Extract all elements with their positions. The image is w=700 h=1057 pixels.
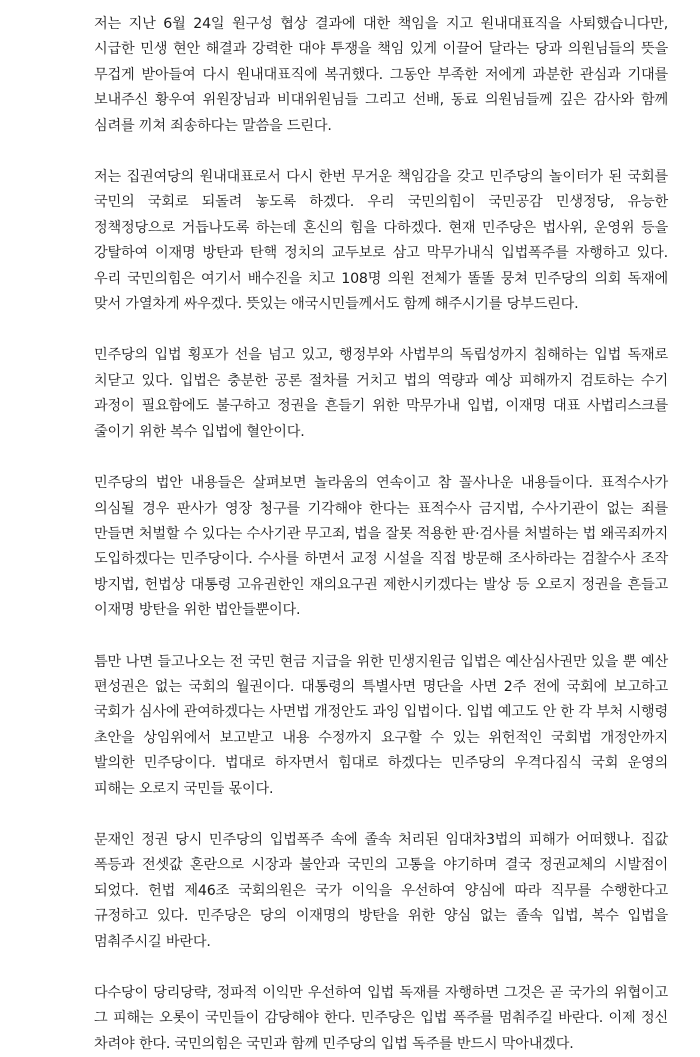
paragraph-7: 다수당이 당리당략, 정파적 이익만 우선하여 입법 독재를 자행하면 그것은 곧 국가의 위협이고 그 피해는 오롯이 국민들이 감당해야 한다. 민주당은 입법 폭주를 멈춰주길 바란다. 이제 정신 차려야 한다. 국민의힘은 국민과 함께 민주당의 입법 독주를 반드시 막아내겠다. [94, 985, 668, 1052]
paragraph-1: 저는 지난 6월 24일 원구성 협상 결과에 대한 책임을 지고 원내대표직을 사퇴했습니다만, 시급한 민생 현안 해결과 강력한 대야 투쟁을 책임 있게 이끌어 달라는 당과 의원님들의 뜻을 무겁게 받아들여 다시 원내대표직에 복귀했다. 그동안 부족한 저에게 과분한 관심과 기대를 보내주신 황우여 위원장님과 비대위원님들 그리고 선배, 동료 의원님들께 깊은 감사와 함께 심려를 끼쳐 죄송하다는 말씀을 드린다. [94, 16, 668, 134]
paragraph-6: 문재인 정권 당시 민주당의 입법폭주 속에 졸속 처리된 임대차3법의 피해가 어떠했나. 집값 폭등과 전셋값 혼란으로 시장과 불안과 국민의 고통을 야기하며 결국 정권교체의 시발점이 되었다. 헌법 제46조 국회의원은 국가 이익을 우선하여 양심에 따라 직무를 수행한다고 규정하고 있다. 민주당은 당의 이재명의 방탄을 위한 양심 없는 졸속 입법, 복수 입법을 멈춰주시길 바란다. [94, 831, 668, 950]
paragraph-3: 민주당의 입법 횡포가 선을 넘고 있고, 행정부와 사법부의 독립성까지 침해하는 입법 독재로 치닫고 있다. 입법은 충분한 공론 절차를 거치고 법의 역량과 예상 피해까지 검토하는 수기 과정이 필요함에도 불구하고 정권을 흔들기 위한 막무가내 입법, 이재명 대표 사법리스크를 줄이기 위한 복수 입법에 혈안이다. [94, 347, 668, 440]
paragraph-2: 저는 집권여당의 원내대표로서 다시 한번 무거운 책임감을 갖고 민주당의 놀이터가 된 국회를 국민의 국회로 되돌려 놓도록 하겠다. 우리 국민의힘이 국민공감 민생정당, 유능한 정책정당으로 거듭나도록 하는데 혼신의 힘을 다하겠다. 현재 민주당은 법사위, 운영위 등을 강탈하여 이재명 방탄과 탄핵 정치의 교두보로 삼고 막무가내식 입법폭주를 자행하고 있다. 우리 국민의힘은 여기서 배수진을 치고 108명 의원 전체가 똘똘 뭉쳐 민주당의 의회 독재에 맞서 가열차게 싸우겠다. 뜻있는 애국시민들께서도 함께 해주시기를 당부드린다. [94, 169, 668, 313]
paragraph-4: 민주당의 법안 내용들은 살펴보면 놀라움의 연속이고 참 꼴사나운 내용들이다. 표적수사가 의심될 경우 판사가 영장 청구를 기각해야 한다는 표적수사 금지법, 수사기관이 없는 죄를 만들면 처벌할 수 있다는 수사기관 무고죄, 법을 잘못 적용한 판·검사를 처벌하는 법 왜곡죄까지 도입하겠다는 민주당이다. 수사를 하면서 교정 시설을 직접 방문해 조사하라는 검찰수사 조작 방지법, 헌법상 대통령 고유권한인 재의요구권 제한시키겠다는 발상 등 오로지 정권을 흔들고 이재명 방탄을 위한 법안들뿐이다. [94, 475, 668, 619]
paragraph-5: 틈만 나면 들고나오는 전 국민 현금 지급을 위한 민생지원금 입법은 예산심사권만 있을 뿐 예산 편성권은 없는 국회의 월권이다. 대통령의 특별사면 명단을 사면 2주 전에 국회에 보고하고 국회가 심사에 관여하겠다는 사면법 개정안도 과잉 입법이다. 입법 예고도 안 한 각 부처 시행령 초안을 상임위에서 보고받고 내용 수정까지 요구할 수 있는 위헌적인 국회법 개정안까지 발의한 민주당이다. 법대로 하자면서 힘대로 하겠다는 민주당의 우격다짐식 국회 운영의 피해는 오로지 국민들 몫이다. [94, 653, 668, 797]
